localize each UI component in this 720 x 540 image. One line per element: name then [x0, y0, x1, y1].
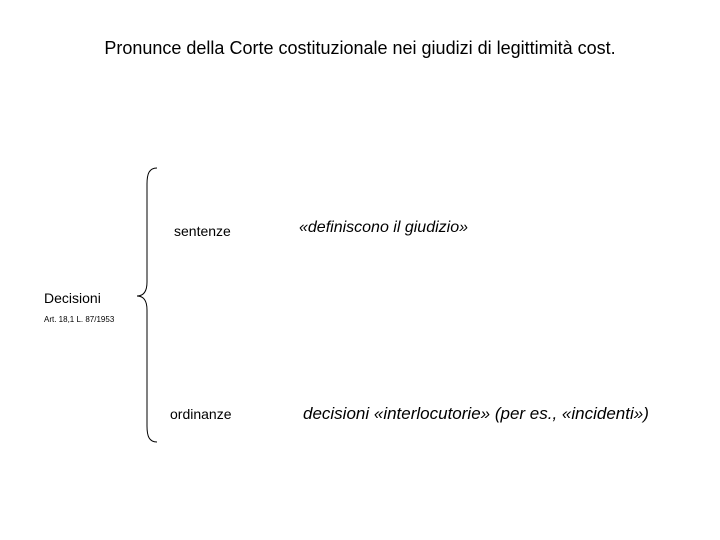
ordinanze-label: ordinanze: [170, 406, 232, 422]
decisioni-label: Decisioni: [44, 290, 101, 306]
legal-reference-note: Art. 18,1 L. 87/1953: [44, 315, 115, 324]
sentenze-label: sentenze: [174, 223, 231, 239]
curly-brace: [135, 166, 165, 446]
page-title: Pronunce della Corte costituzionale nei giudizi di legittimità cost.: [104, 38, 616, 58]
sentenze-description: «definiscono il giudizio»: [299, 219, 468, 236]
ordinanze-description: decisioni «interlocutorie» (per es., «incidenti»): [303, 404, 649, 423]
